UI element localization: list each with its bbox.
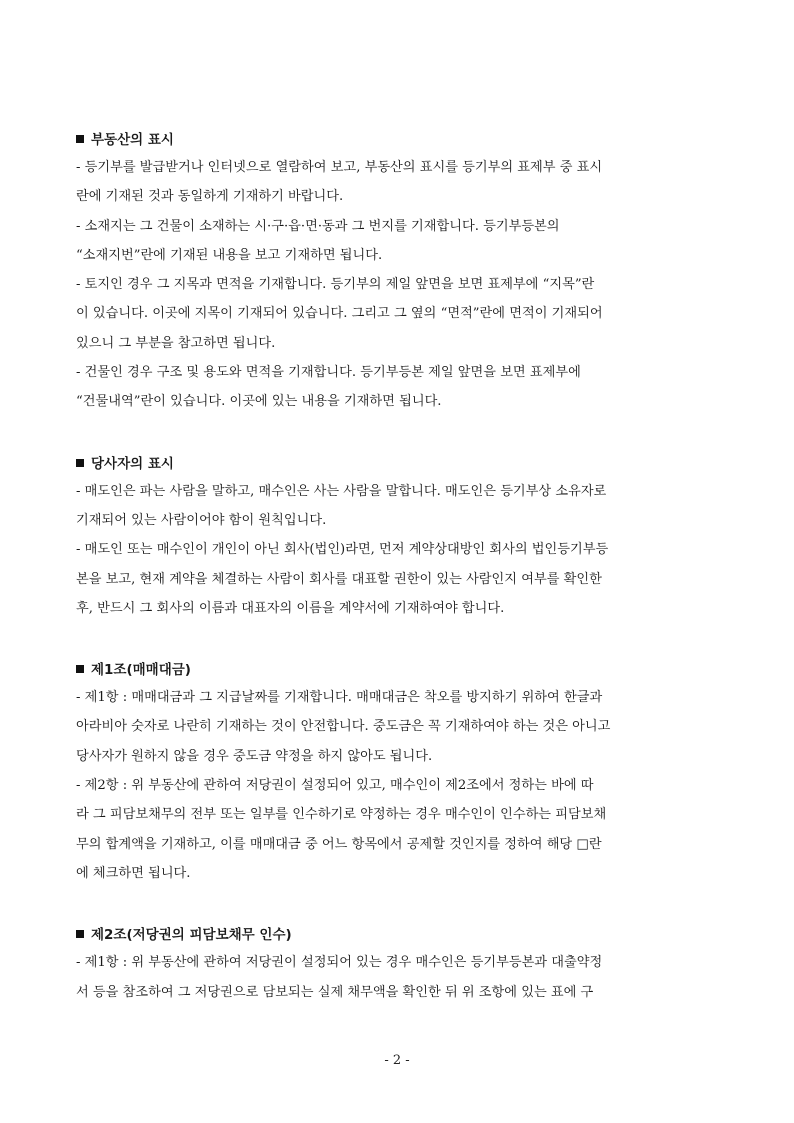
paragraph: [76, 535, 720, 623]
paragraph-line: - 토지인 경우 그 지목과 면적을 기재합니다. 등기부의 제일 앞면을 보면 표제부에 “지목”란: [76, 277, 595, 293]
section-heading-text: 제2조(저당권의 피담보채무 인수): [91, 927, 292, 944]
paragraph-line: “소재지번”란에 기재된 내용을 보고 기재하면 됩니다.: [76, 247, 383, 263]
section-heading-text: 부동산의 표시: [91, 132, 174, 148]
square-bullet-icon: [76, 665, 84, 673]
section-heading: [76, 922, 720, 948]
section-heading-text: 당사자의 표시: [91, 455, 174, 472]
paragraph-line: - 건물인 경우 구조 및 용도와 면적을 기재합니다. 등기부등본 제일 앞면을 보면 표제부에: [76, 365, 581, 381]
paragraph: [76, 153, 720, 212]
paragraph: [76, 270, 720, 358]
paragraph-line: 라 그 피담보채무의 전부 또는 일부를 인수하기로 약정하는 경우 매수인이 인수하는 피담보채: [76, 807, 607, 823]
square-bullet-icon: [76, 135, 84, 143]
paragraph-line: - 매도인은 파는 사람을 말하고, 매수인은 사는 사람을 말합니다. 매도인은 등기부상 소유자로: [76, 483, 607, 499]
section-heading: [76, 451, 720, 477]
document-body: [76, 127, 720, 1007]
paragraph: [76, 948, 720, 1007]
paragraph: [76, 358, 720, 417]
square-bullet-icon: [76, 459, 84, 467]
section-heading-text: 제1조(매매대금): [91, 662, 191, 679]
paragraph-line: 이 있습니다. 이곳에 지목이 기재되어 있습니다. 그리고 그 옆의 “면적”란에 면적이 기재되어: [76, 306, 603, 322]
paragraph-line: - 제2항 : 위 부동산에 관하여 저당권이 설정되어 있고, 매수인이 제2조에서 정하는 바에 따: [76, 778, 594, 794]
square-bullet-icon: [76, 930, 84, 938]
paragraph-line: 서 등을 참조하여 그 저당권으로 담보되는 실제 채무액을 확인한 뒤 위 조항에 있는 표에 구: [76, 984, 594, 1000]
page-number: - 2 -: [384, 1053, 410, 1068]
section: [76, 451, 720, 623]
paragraph: [76, 212, 720, 271]
paragraph-line: 본을 보고, 현재 계약을 체결하는 사람이 회사를 대표할 권한이 있는 사람인지 여부를 확인한: [76, 571, 602, 587]
paragraph-line: 당사자가 원하지 않을 경우 중도금 약정을 하지 않아도 됩니다.: [76, 748, 433, 764]
paragraph: [76, 683, 720, 771]
paragraph-line: - 등기부를 발급받거나 인터넷으로 열람하여 보고, 부동산의 표시를 등기부의 표제부 중 표시: [76, 160, 603, 175]
paragraph-line: - 소재지는 그 건물이 소재하는 시·구·읍·면·동과 그 번지를 기재합니다. 등기부등본의: [76, 218, 560, 234]
paragraph-line: “건물내역”란이 있습니다. 이곳에 있는 내용을 기재하면 됩니다.: [76, 394, 442, 410]
section-heading: [76, 127, 720, 153]
paragraph-line: - 제1항 : 위 부동산에 관하여 저당권이 설정되어 있는 경우 매수인은 등기부등본과 대출약정: [76, 955, 603, 971]
paragraph: [76, 771, 720, 888]
section-heading: [76, 657, 720, 683]
section: [76, 127, 720, 417]
section: [76, 922, 720, 1007]
paragraph-line: 있으니 그 부분을 참고하면 됩니다.: [76, 335, 276, 351]
paragraph-line: 무의 합계액을 기재하고, 이를 매매대금 중 어느 항목에서 공제할 것인지를 정하여 해당 □란: [76, 836, 602, 852]
section: [76, 657, 720, 888]
paragraph-line: 에 체크하면 됩니다.: [76, 865, 191, 881]
paragraph-line: 란에 기재된 것과 동일하게 기재하기 바랍니다.: [76, 189, 344, 205]
paragraph-line: 아라비아 숫자로 나란히 기재하는 것이 안전합니다. 중도금은 꼭 기재하여야 하는 것은 아니고: [76, 719, 611, 735]
paragraph-line: 후, 반드시 그 회사의 이름과 대표자의 이름을 계약서에 기재하여야 합니다.: [76, 600, 505, 616]
paragraph-line: 기재되어 있는 사람이어야 함이 원칙입니다.: [76, 512, 327, 528]
paragraph-line: - 매도인 또는 매수인이 개인이 아닌 회사(법인)라면, 먼저 계약상대방인 회사의 법인등기부등: [76, 542, 609, 558]
paragraph-line: - 제1항 : 매매대금과 그 지급날짜를 기재합니다. 매매대금은 착오를 방지하기 위하여 한글과: [76, 690, 603, 706]
paragraph: [76, 477, 720, 536]
